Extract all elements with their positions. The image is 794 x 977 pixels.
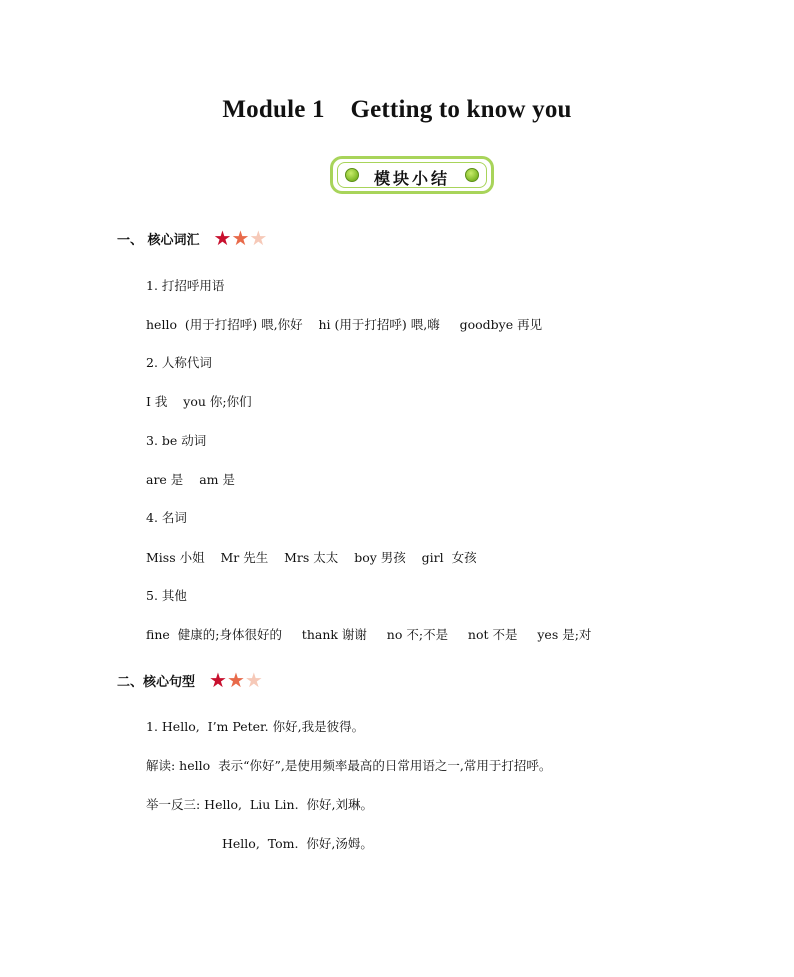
module-summary-badge xyxy=(330,156,494,194)
page-title: Module 1 Getting to know you xyxy=(222,96,572,123)
badge-label: 模块小结 xyxy=(373,169,450,188)
text-line: 举一反三: Hello, Liu Lin. 你好,刘琳。 xyxy=(146,797,373,812)
text-line: 5. 其他 xyxy=(146,588,187,603)
star-icon: ★ xyxy=(209,668,227,692)
text-line: 2. 人称代词 xyxy=(146,355,212,370)
text-line: fine 健康的;身体很好的 thank 谢谢 no 不;不是 not 不是 yes 是;对 xyxy=(146,627,592,642)
text-line: 解读: hello 表示“你好”,是使用频率最高的日常用语之一,常用于打招呼。 xyxy=(146,758,552,773)
text-line: Hello, Tom. 你好,汤姆。 xyxy=(222,836,373,851)
text-line: hello (用于打招呼) 喂,你好 hi (用于打招呼) 喂,嗨 goodbye 再见 xyxy=(146,317,543,332)
text-line: Miss 小姐 Mr 先生 Mrs 太太 boy 男孩 girl 女孩 xyxy=(146,550,477,565)
star-icon: ★ xyxy=(213,226,232,250)
section-heading-text: 一、 核心词汇 xyxy=(117,232,200,248)
star-icon: ★ xyxy=(231,226,250,250)
text-line: 1. 打招呼用语 xyxy=(146,278,225,293)
section-heading-vocabulary xyxy=(117,228,267,248)
text-line: 1. Hello, I’m Peter. 你好,我是彼得。 xyxy=(146,719,365,734)
star-icon: ★ xyxy=(249,226,268,250)
text-line: 4. 名词 xyxy=(146,510,187,525)
star-rating-icon xyxy=(214,228,268,248)
text-line: are 是 am 是 xyxy=(146,472,235,487)
star-icon: ★ xyxy=(244,668,263,692)
star-icon: ★ xyxy=(226,668,245,692)
text-line: I 我 you 你;你们 xyxy=(146,394,252,409)
section-heading-sentences xyxy=(117,670,263,690)
text-line: 3. be 动词 xyxy=(146,433,207,448)
section-heading-text: 二、核心句型 xyxy=(117,674,196,690)
star-rating-icon xyxy=(209,670,263,690)
